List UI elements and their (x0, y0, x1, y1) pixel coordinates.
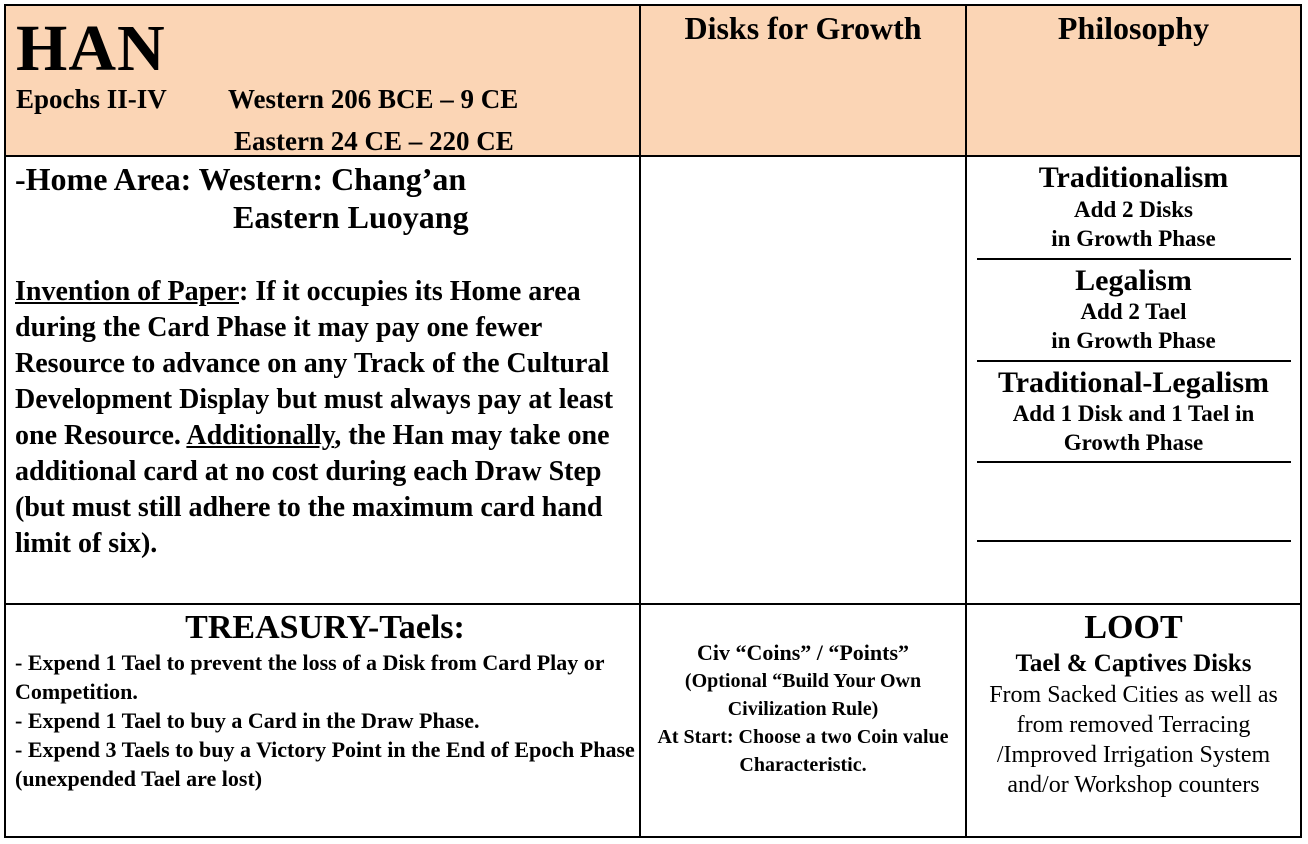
loot-title: LOOT (1084, 609, 1183, 646)
philosophy-name: Legalism (1075, 264, 1192, 297)
additionally-label: Additionally (186, 420, 335, 451)
loot-text: From Sacked Cities as well as from removed Terracing /Improved Irrigation System and/or Workshop counters (989, 682, 1278, 798)
home-area-line-2: Eastern Luoyang (233, 199, 469, 235)
philosophy-option-3 (967, 367, 1300, 457)
philosophy-effect: in Growth Phase (1051, 226, 1216, 251)
disks-header-cell (641, 8, 965, 154)
ability-text-block (15, 274, 635, 562)
title-cell (16, 14, 631, 154)
home-area-cell (15, 160, 635, 600)
treasury-item: - Expend 1 Tael to buy a Card in the Draw Phase. (15, 708, 480, 733)
row-divider-2 (6, 603, 1300, 605)
ability-text: : If it occupies its Home area during the Card Phase it may pay one fewer Resource to advance on any Track of the Cultural Development Display but must always pay at least one Resource. (15, 276, 614, 451)
western-dates: Western 206 BCE – 9 CE (228, 84, 519, 114)
eastern-dates: Eastern 24 CE – 220 CE (234, 126, 514, 156)
philosophy-divider (977, 540, 1291, 542)
epochs-label: Epochs II-IV (16, 84, 167, 114)
philosophy-name: Traditionalism (1038, 161, 1229, 194)
civ-name: HAN (16, 12, 166, 85)
treasury-title: TREASURY-Taels: (185, 609, 465, 646)
philosophy-divider (977, 360, 1291, 362)
treasury-item: - Expend 1 Tael to prevent the loss of a Disk from Card Play or Competition. (15, 650, 605, 704)
philosophy-effect: Add 2 Disks (1074, 197, 1193, 222)
loot-subtitle: Tael & Captives Disks (1015, 650, 1252, 677)
treasury-cell (15, 608, 635, 836)
civilization-card (4, 4, 1302, 838)
philosophy-effect: Add 2 Tael (1080, 299, 1187, 324)
philosophy-divider (977, 258, 1291, 260)
philosophy-effect: in Growth Phase (1051, 328, 1216, 353)
philosophy-title: Philosophy (1057, 10, 1210, 46)
philosophy-header-cell (967, 8, 1300, 154)
coins-cell (648, 639, 958, 829)
coins-line-3: At Start: Choose a two Coin value Characteristic. (657, 726, 949, 776)
additional-text: , the Han may take one additional card at no cost during each Draw Step (but must still adhere to the maximum card hand limit of six). (15, 420, 610, 559)
philosophy-effect: Add 1 Disk and 1 Tael in (1012, 401, 1255, 426)
ability-name: Invention of Paper (15, 276, 239, 307)
coins-line-2: (Optional “Build Your Own Civilization Rule) (684, 670, 922, 720)
coins-line-1: Civ “Coins” / “Points” (696, 640, 910, 665)
disks-growth-cell (641, 157, 965, 603)
philosophy-option-1 (967, 161, 1300, 253)
philosophy-cell (967, 157, 1300, 603)
philosophy-divider (977, 461, 1291, 463)
treasury-item: - Expend 3 Taels to buy a Victory Point in the End of Epoch Phase (unexpended Tael are lost) (15, 737, 635, 791)
disks-title: Disks for Growth (684, 10, 922, 46)
home-area-line-1: -Home Area: Western: Chang’an (15, 161, 467, 197)
loot-cell (967, 608, 1300, 836)
philosophy-name: Traditional-Legalism (997, 366, 1270, 399)
philosophy-effect: Growth Phase (1063, 430, 1204, 455)
philosophy-option-2 (967, 265, 1300, 355)
